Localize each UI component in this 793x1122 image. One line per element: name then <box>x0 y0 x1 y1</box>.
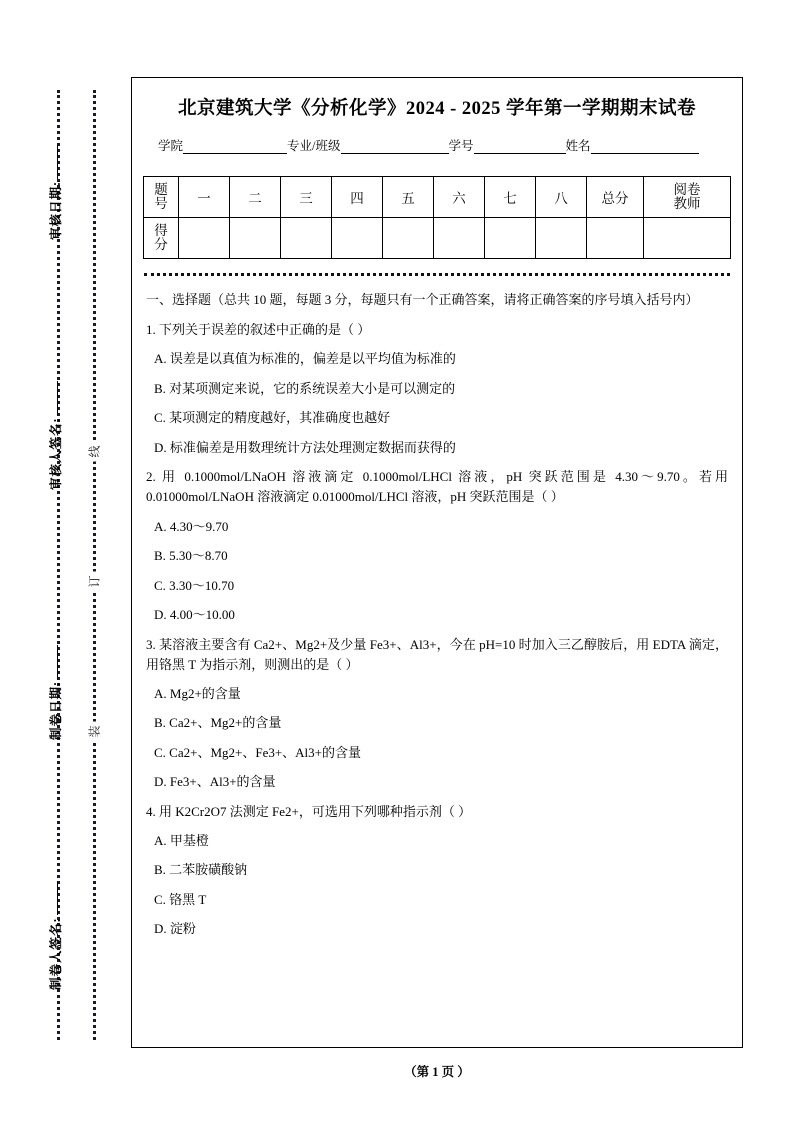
question-4-stem: 4. 用 K2Cr2O7 法测定 Fe2+，可选用下列哪种指示剂（ ） <box>146 803 472 819</box>
margin-label-maker-date: 制卷日期: <box>46 590 64 740</box>
field-name-blank[interactable] <box>591 140 699 154</box>
table-cell-q6: 六 <box>434 177 485 218</box>
score-cell-q4[interactable] <box>332 218 383 259</box>
question-3-option-a[interactable]: A. Mg2+的含量 <box>154 685 241 701</box>
fold-char-staple: 订 <box>83 572 106 592</box>
exam-sheet <box>131 77 743 1048</box>
fold-char-line: 线 <box>83 442 106 462</box>
score-cell-total[interactable] <box>587 218 644 259</box>
field-college[interactable] <box>158 136 287 154</box>
page-footer: （第 1 页 ） <box>404 1065 470 1079</box>
score-cell-q2[interactable] <box>230 218 281 259</box>
binding-margin <box>0 0 120 1122</box>
field-student-id-label: 学号 <box>448 139 474 153</box>
table-cell-q5: 五 <box>383 177 434 218</box>
question-1-option-b[interactable]: B. 对某项测定来说，它的系统误差大小是可以测定的 <box>154 380 456 396</box>
dotted-separator <box>144 273 730 276</box>
table-cell-total-label: 总分 <box>587 177 644 218</box>
table-cell-q2: 二 <box>230 177 281 218</box>
page-title: 北京建筑大学《分析化学》2024 - 2025 学年第一学期期末试卷 <box>177 99 697 119</box>
field-major-class-label: 专业/班级 <box>287 139 341 153</box>
score-table <box>143 176 731 259</box>
question-1-option-a[interactable]: A. 误差是以真值为标准的，偏差是以平均值为标准的 <box>154 351 456 367</box>
question-4-option-c[interactable]: C. 铬黑 T <box>154 891 207 907</box>
question-3-option-d[interactable]: D. Fe3+、Al3+的含量 <box>154 774 276 790</box>
table-cell-q8: 八 <box>536 177 587 218</box>
question-1-option-d[interactable]: D. 标准偏差是用数理统计方法处理测定数据而获得的 <box>154 439 456 455</box>
table-cell-q4: 四 <box>332 177 383 218</box>
table-cell-q7: 七 <box>485 177 536 218</box>
table-row-scores <box>144 218 731 259</box>
question-3-option-b[interactable]: B. Ca2+、Mg2+的含量 <box>154 715 282 731</box>
score-cell-q8[interactable] <box>536 218 587 259</box>
field-student-id-blank[interactable] <box>474 140 566 154</box>
question-2-option-c[interactable]: C. 3.30～10.70 <box>154 577 235 593</box>
question-4-option-b[interactable]: B. 二苯胺磺酸钠 <box>154 862 248 878</box>
question-2-option-a[interactable]: A. 4.30～9.70 <box>154 518 229 534</box>
score-cell-q7[interactable] <box>485 218 536 259</box>
question-3-stem: 3. 某溶液主要含有 Ca2+、Mg2+及少量 Fe3+、Al3+，今在 pH=10 时加入三乙醇胺后，用 EDTA 滴定，用铬黑 T 为指示剂，则测出的是（ ） <box>146 636 728 672</box>
field-student-id[interactable] <box>449 136 566 154</box>
score-cell-q3[interactable] <box>281 218 332 259</box>
fold-char-bind: 装 <box>83 722 106 742</box>
question-2-option-d[interactable]: D. 4.00～10.00 <box>154 607 235 623</box>
score-cell-q6[interactable] <box>434 218 485 259</box>
table-cell-q3: 三 <box>281 177 332 218</box>
margin-label-maker-signature: 制卷人签名: <box>46 840 64 990</box>
field-major-class-blank[interactable] <box>341 140 449 154</box>
score-cell-q5[interactable] <box>383 218 434 259</box>
score-cell-teacher[interactable] <box>644 218 731 259</box>
question-4-option-a[interactable]: A. 甲基橙 <box>154 832 209 848</box>
field-major-class[interactable] <box>287 136 448 154</box>
field-name-label: 姓名 <box>565 139 591 153</box>
field-college-blank[interactable] <box>183 140 287 154</box>
row-header-score: 得 分 <box>144 218 179 259</box>
margin-label-review-date: 审核日期: <box>46 90 64 240</box>
question-2-option-b[interactable]: B. 5.30～8.70 <box>154 548 228 564</box>
section-heading-multiple-choice: 一、选择题（总共 10 题，每题 3 分，每题只有一个正确答案，请将正确答案的序号填入括号内） <box>146 292 699 307</box>
student-info-row <box>158 136 724 154</box>
field-name[interactable] <box>566 136 699 154</box>
question-1-option-c[interactable]: C. 某项测定的精度越好，其准确度也越好 <box>154 410 391 426</box>
table-row-question-numbers <box>144 177 731 218</box>
question-1-stem: 1. 下列关于误差的叙述中正确的是（ ） <box>146 322 371 338</box>
field-college-label: 学院 <box>158 139 184 153</box>
exam-content <box>146 290 728 939</box>
question-4-option-d[interactable]: D. 淀粉 <box>154 921 196 937</box>
table-cell-q1: 一 <box>179 177 230 218</box>
table-cell-teacher-label: 阅卷 教师 <box>644 177 731 218</box>
question-3-option-c[interactable]: C. Ca2+、Mg2+、Fe3+、Al3+的含量 <box>154 744 361 760</box>
margin-label-reviewer-signature: 审核人签名: <box>46 340 64 490</box>
row-header-question-number: 题 号 <box>144 177 179 218</box>
dotted-line-inner <box>93 90 96 1040</box>
score-cell-q1[interactable] <box>179 218 230 259</box>
question-2-stem: 2. 用 0.1000mol/LNaOH 溶液滴定 0.1000mol/LHCl 溶液，pH 突跃范围是 4.30～9.70。若用 0.01000mol/LNaOH 溶液滴定 0.01000mol/LHCl 溶液，pH 突跃范围是（ ） <box>146 469 728 505</box>
